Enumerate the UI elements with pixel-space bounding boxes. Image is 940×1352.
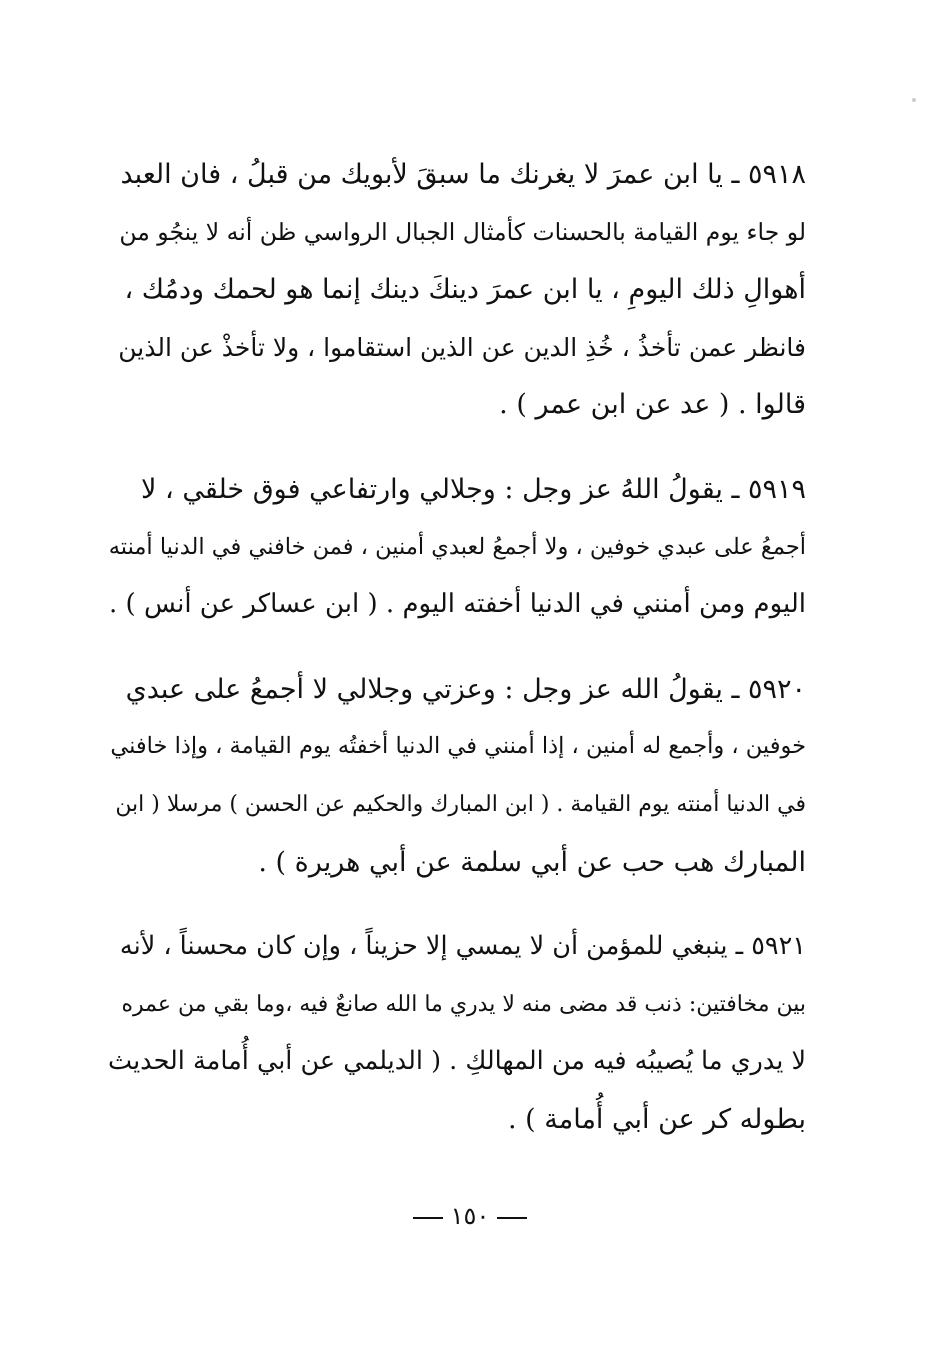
text-line: ٥٩١٨ ـ يا ابن عمرَ لا يغرنك ما سبقَ لأبويك من قبلُ ، فان العبد bbox=[120, 159, 806, 190]
text-line: ٥٩٢١ ـ ينبغي للمؤمن أن لا يمسي إلا حزيناً ، وإن كان محسناً ، لأنه bbox=[119, 931, 806, 962]
text-line: اليوم ومن أمنني في الدنيا أخفته اليوم . ( ابن عساكر عن أنس ) . bbox=[109, 589, 806, 620]
hadith-entry-5919 bbox=[108, 461, 806, 634]
dash-left bbox=[497, 1217, 527, 1219]
text-line: لا يدري ما يُصيبُه فيه من المهالكِ . ( الديلمي عن أبي أُمامة الحديث bbox=[108, 1046, 806, 1077]
text-line: فانظر عمن تأخذُ ، خُذِ الدين عن الذين استقاموا ، ولا تأخذْ عن الذين bbox=[118, 332, 806, 362]
text-line: ٥٩٢٠ ـ يقولُ الله عز وجل : وعزتي وجلالي لا أجمعُ على عبدي bbox=[125, 673, 806, 705]
page-body bbox=[108, 146, 806, 1176]
hadith-entry-5918 bbox=[108, 146, 806, 434]
text-line: أجمعُ على عبدي خوفين ، ولا أجمعُ لعبدي أمنين ، فمن خافني في الدنيا أمنته bbox=[108, 533, 806, 560]
hadith-entry-5920 bbox=[108, 661, 806, 891]
page-number: ١٥٠ bbox=[450, 1202, 490, 1230]
text-line: المبارك هب حب عن أبي سلمة عن أبي هريرة ) . bbox=[258, 846, 806, 878]
text-line: قالوا . ( عد عن ابن عمر ) . bbox=[499, 389, 806, 421]
page-number-footer bbox=[0, 1202, 940, 1230]
text-line: لو جاء يوم القيامة بالحسنات كأمثال الجبال الرواسي ظن أنه لا ينجُو من bbox=[119, 217, 806, 246]
text-line: بطوله كر عن أبي أُمامة ) . bbox=[508, 1103, 806, 1135]
text-line: بين مخافتين: ذنب قد مضى منه لا يدري ما الله صانعٌ فيه ،وما بقي من عمره bbox=[121, 991, 806, 1017]
dash-right bbox=[413, 1217, 443, 1219]
text-line: أهوالِ ذلك اليومِ ، يا ابن عمرَ دينكَ دينك إنما هو لحمك ودمُك ، bbox=[124, 274, 806, 306]
text-line: ٥٩١٩ ـ يقولُ اللهُ عز وجل : وجلالي وارتفاعي فوق خلقي ، لا bbox=[141, 473, 806, 505]
text-line: خوفين ، وأجمع له أمنين ، إذا أمنني في الدنيا أخفتُه يوم القيامة ، وإذا خافني bbox=[110, 733, 806, 760]
hadith-entry-5921 bbox=[108, 918, 806, 1148]
scan-speck bbox=[912, 98, 916, 102]
text-line: في الدنيا أمنته يوم القيامة . ( ابن المبارك والحكيم عن الحسن ) مرسلا ( ابن bbox=[115, 791, 806, 817]
